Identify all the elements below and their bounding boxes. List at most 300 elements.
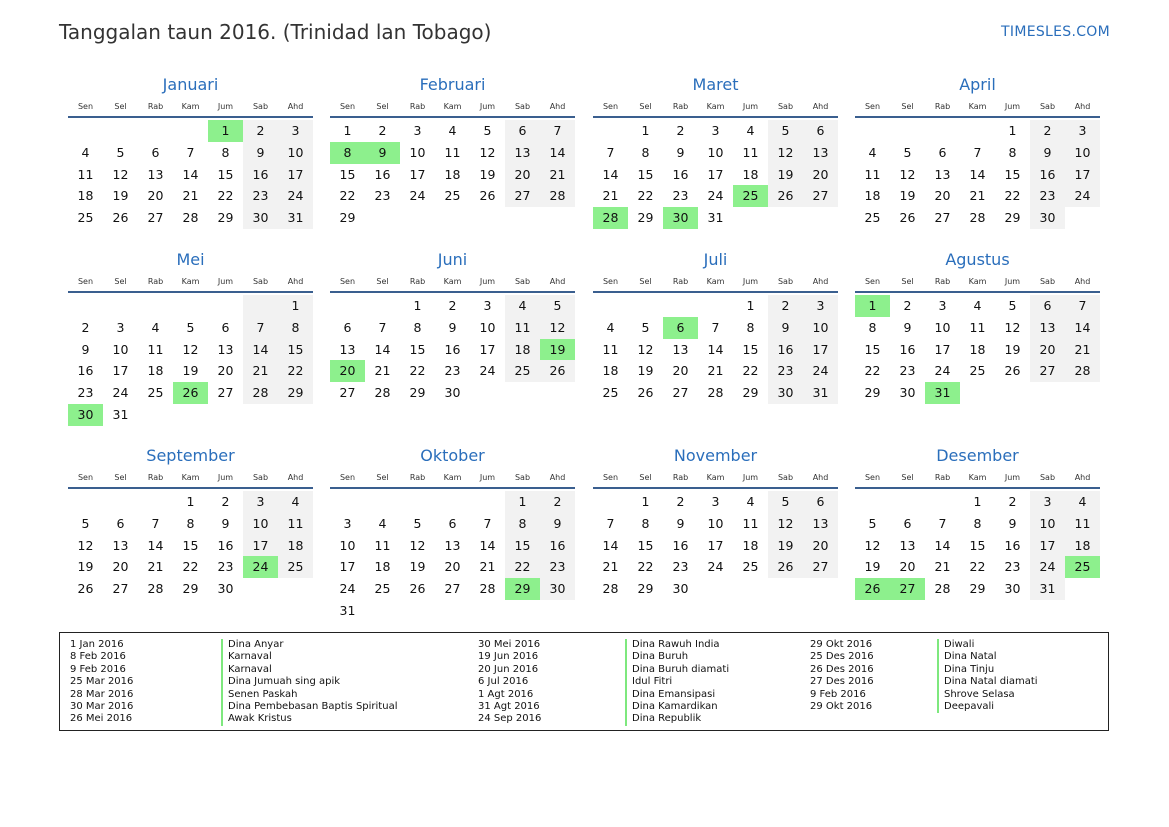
day-cell: 16 bbox=[217, 537, 234, 553]
day-cell: 17 bbox=[1030, 535, 1065, 557]
day-grid bbox=[68, 295, 313, 426]
weekday-label: Jum bbox=[1004, 102, 1021, 111]
day-cell: 24 bbox=[112, 385, 129, 401]
day-cell: 2 bbox=[903, 298, 912, 313]
day-cell: 11 bbox=[864, 166, 881, 182]
day-cell: 9 bbox=[243, 142, 278, 164]
weekday-label: Kam bbox=[443, 473, 462, 482]
empty-day bbox=[103, 491, 138, 513]
empty-day bbox=[138, 491, 173, 513]
month-name: April bbox=[959, 75, 996, 94]
day-cell: 26 bbox=[637, 385, 654, 401]
day-cell: 23 bbox=[1030, 185, 1065, 207]
day-cell: 16 bbox=[1004, 537, 1021, 553]
day-cell: 19 bbox=[1004, 341, 1021, 357]
empty-day bbox=[243, 578, 278, 600]
legend-date: 6 Jul 2016 bbox=[478, 676, 529, 688]
weekday-header bbox=[855, 100, 1100, 114]
day-cell: 19 bbox=[77, 559, 94, 575]
empty-day bbox=[138, 295, 173, 317]
empty-day bbox=[663, 295, 698, 317]
day-grid bbox=[593, 491, 838, 600]
legend-date: 19 Jun 2016 bbox=[478, 651, 539, 663]
day-cell: 7 bbox=[711, 319, 720, 335]
day-cell: 17 bbox=[112, 363, 129, 379]
day-cell: 4 bbox=[505, 295, 540, 317]
day-cell: 2 bbox=[1008, 494, 1017, 509]
day-cell: 15 bbox=[637, 537, 654, 553]
day-cell: 13 bbox=[217, 341, 234, 357]
day-cell: 9 bbox=[1030, 142, 1065, 164]
holiday-day: 28 bbox=[593, 207, 628, 229]
empty-day bbox=[435, 600, 470, 622]
weekday-label: Sen bbox=[864, 102, 881, 111]
empty-day bbox=[1030, 382, 1065, 404]
day-cell: 6 bbox=[505, 120, 540, 142]
legend-holiday-name: Shrove Selasa bbox=[937, 689, 1038, 701]
day-cell: 1 bbox=[973, 494, 982, 509]
holiday-day: 30 bbox=[68, 404, 103, 426]
day-cell: 25 bbox=[374, 581, 391, 597]
holiday-day: 26 bbox=[173, 382, 208, 404]
day-cell: 29 bbox=[339, 210, 356, 226]
legend-date: 29 Okt 2016 bbox=[810, 701, 873, 713]
day-cell: 16 bbox=[672, 537, 689, 553]
day-cell: 15 bbox=[409, 341, 426, 357]
month-name: Februari bbox=[419, 75, 486, 94]
day-cell: 23 bbox=[1004, 559, 1021, 575]
weekday-label: Sab bbox=[252, 473, 269, 482]
day-cell: 2 bbox=[378, 123, 387, 138]
weekday-label: Sen bbox=[864, 277, 881, 286]
legend-date: 1 Agt 2016 bbox=[478, 688, 534, 700]
weekday-label: Ahd bbox=[812, 102, 829, 111]
day-cell: 6 bbox=[903, 515, 912, 531]
weekday-header bbox=[593, 100, 838, 114]
day-cell: 11 bbox=[1065, 513, 1100, 535]
day-cell: 14 bbox=[243, 339, 278, 361]
day-cell: 25 bbox=[147, 385, 164, 401]
day-cell: 8 bbox=[641, 144, 650, 160]
month-name: Oktober bbox=[420, 446, 485, 465]
holiday-legend bbox=[59, 632, 1109, 731]
day-cell: 17 bbox=[1065, 164, 1100, 186]
day-cell: 17 bbox=[409, 166, 426, 182]
day-cell: 20 bbox=[803, 164, 838, 186]
weekday-header bbox=[68, 275, 313, 289]
day-cell: 29 bbox=[637, 210, 654, 226]
day-cell: 8 bbox=[186, 515, 195, 531]
day-cell: 25 bbox=[77, 210, 94, 226]
day-cell: 16 bbox=[540, 535, 575, 557]
day-cell: 7 bbox=[483, 515, 492, 531]
day-cell: 4 bbox=[81, 144, 90, 160]
day-cell: 12 bbox=[1004, 319, 1021, 335]
day-cell: 18 bbox=[1065, 535, 1100, 557]
empty-day bbox=[803, 578, 838, 600]
legend-holiday-name: Dina Jumuah sing apik bbox=[221, 676, 397, 688]
day-cell: 10 bbox=[1030, 513, 1065, 535]
day-cell: 11 bbox=[602, 341, 619, 357]
day-cell: 16 bbox=[77, 363, 94, 379]
day-cell: 3 bbox=[1030, 491, 1065, 513]
weekday-label: Rab bbox=[409, 102, 426, 111]
day-cell: 1 bbox=[343, 123, 352, 138]
day-cell: 17 bbox=[803, 339, 838, 361]
day-cell: 12 bbox=[112, 166, 129, 182]
day-cell: 20 bbox=[444, 559, 461, 575]
day-cell: 13 bbox=[147, 166, 164, 182]
day-cell: 4 bbox=[448, 123, 457, 138]
weekday-label: Jum bbox=[1004, 473, 1021, 482]
day-cell: 22 bbox=[637, 188, 654, 204]
day-cell: 14 bbox=[707, 341, 724, 357]
legend-date: 9 Feb 2016 bbox=[70, 663, 126, 675]
weekday-label: Rab bbox=[409, 277, 426, 286]
empty-day bbox=[470, 491, 505, 513]
day-cell: 22 bbox=[217, 188, 234, 204]
weekday-label: Kam bbox=[706, 277, 725, 286]
weekday-label: Jum bbox=[479, 277, 496, 286]
weekday-label: Kam bbox=[968, 473, 987, 482]
day-cell: 15 bbox=[278, 339, 313, 361]
day-cell: 24 bbox=[803, 360, 838, 382]
weekday-label: Kam bbox=[968, 102, 987, 111]
day-cell: 26 bbox=[77, 581, 94, 597]
day-cell: 11 bbox=[505, 317, 540, 339]
day-cell: 12 bbox=[540, 317, 575, 339]
day-cell: 13 bbox=[112, 537, 129, 553]
day-cell: 29 bbox=[182, 581, 199, 597]
day-cell: 23 bbox=[672, 559, 689, 575]
day-cell: 23 bbox=[899, 363, 916, 379]
day-cell: 1 bbox=[641, 494, 650, 509]
day-cell: 29 bbox=[864, 385, 881, 401]
month-november bbox=[593, 446, 838, 600]
legend-date: 1 Jan 2016 bbox=[70, 639, 124, 650]
day-cell: 10 bbox=[803, 317, 838, 339]
weekday-label: Sel bbox=[114, 102, 127, 111]
legend-holiday-name: Dina Buruh bbox=[625, 651, 729, 663]
day-cell: 24 bbox=[707, 188, 724, 204]
day-cell: 5 bbox=[768, 120, 803, 142]
day-cell: 6 bbox=[116, 515, 125, 531]
day-cell: 10 bbox=[707, 515, 724, 531]
day-grid bbox=[855, 120, 1100, 229]
day-cell: 8 bbox=[505, 513, 540, 535]
weekday-label: Rab bbox=[147, 102, 164, 111]
header-rule bbox=[330, 116, 575, 118]
empty-day bbox=[768, 578, 803, 600]
day-cell: 8 bbox=[278, 317, 313, 339]
day-cell: 11 bbox=[147, 341, 164, 357]
day-cell: 18 bbox=[444, 166, 461, 182]
day-cell: 5 bbox=[116, 144, 125, 160]
day-cell: 5 bbox=[768, 491, 803, 513]
weekday-label: Sel bbox=[639, 473, 652, 482]
empty-day bbox=[540, 600, 575, 622]
empty-day bbox=[278, 578, 313, 600]
weekday-label: Ahd bbox=[549, 277, 566, 286]
day-cell: 14 bbox=[969, 166, 986, 182]
month-juni bbox=[330, 250, 575, 404]
day-cell: 22 bbox=[637, 559, 654, 575]
day-cell: 8 bbox=[641, 515, 650, 531]
day-cell: 9 bbox=[448, 319, 457, 335]
day-cell: 12 bbox=[479, 144, 496, 160]
day-cell: 23 bbox=[540, 556, 575, 578]
page-title: Tanggalan taun 2016. (Trinidad lan Tobago) bbox=[59, 20, 492, 44]
day-cell: 7 bbox=[378, 319, 387, 335]
empty-day bbox=[330, 295, 365, 317]
day-cell: 30 bbox=[1030, 207, 1065, 229]
day-cell: 28 bbox=[1065, 360, 1100, 382]
weekday-label: Kam bbox=[443, 102, 462, 111]
month-name: November bbox=[673, 446, 758, 465]
empty-day bbox=[330, 491, 365, 513]
month-name: Desember bbox=[936, 446, 1019, 465]
brand-link[interactable]: TIMESLES.COM bbox=[1001, 24, 1110, 40]
weekday-label: Rab bbox=[934, 473, 951, 482]
day-cell: 2 bbox=[221, 494, 230, 509]
day-cell: 2 bbox=[243, 120, 278, 142]
header-rule bbox=[593, 487, 838, 489]
holiday-day: 20 bbox=[330, 360, 365, 382]
day-cell: 7 bbox=[606, 144, 615, 160]
day-cell: 11 bbox=[77, 166, 94, 182]
day-cell: 26 bbox=[479, 188, 496, 204]
weekday-header bbox=[593, 275, 838, 289]
month-januari bbox=[68, 75, 313, 229]
legend-date: 25 Des 2016 bbox=[810, 651, 874, 663]
day-cell: 27 bbox=[505, 185, 540, 207]
day-cell: 21 bbox=[969, 188, 986, 204]
day-cell: 22 bbox=[409, 363, 426, 379]
day-cell: 11 bbox=[742, 515, 759, 531]
day-cell: 13 bbox=[803, 513, 838, 535]
legend-dates-col-1 bbox=[70, 639, 133, 726]
day-cell: 14 bbox=[1065, 317, 1100, 339]
day-cell: 19 bbox=[768, 164, 803, 186]
day-cell: 19 bbox=[864, 559, 881, 575]
day-cell: 5 bbox=[483, 123, 492, 138]
legend-date: 26 Mei 2016 bbox=[70, 713, 133, 725]
day-cell: 31 bbox=[339, 602, 356, 618]
day-cell: 18 bbox=[742, 537, 759, 553]
day-cell: 8 bbox=[746, 319, 755, 335]
month-juli bbox=[593, 250, 838, 404]
day-cell: 30 bbox=[1004, 581, 1021, 597]
day-grid bbox=[330, 295, 575, 404]
weekday-label: Rab bbox=[147, 473, 164, 482]
empty-day bbox=[1065, 207, 1100, 229]
day-cell: 15 bbox=[969, 537, 986, 553]
weekday-header bbox=[330, 471, 575, 485]
day-cell: 10 bbox=[409, 144, 426, 160]
day-cell: 20 bbox=[1030, 339, 1065, 361]
day-cell: 13 bbox=[803, 142, 838, 164]
legend-date: 30 Mar 2016 bbox=[70, 701, 134, 713]
legend-date: 28 Mar 2016 bbox=[70, 688, 134, 700]
day-cell: 9 bbox=[676, 144, 685, 160]
holiday-day: 1 bbox=[855, 295, 890, 317]
month-februari bbox=[330, 75, 575, 229]
weekday-label: Sen bbox=[77, 277, 94, 286]
weekday-label: Rab bbox=[409, 473, 426, 482]
header-rule bbox=[68, 487, 313, 489]
holiday-day: 30 bbox=[663, 207, 698, 229]
weekday-header bbox=[68, 471, 313, 485]
day-cell: 25 bbox=[742, 559, 759, 575]
weekday-label: Ahd bbox=[812, 473, 829, 482]
legend-holiday-name: Dina Emansipasi bbox=[625, 689, 729, 701]
day-cell: 8 bbox=[868, 319, 877, 335]
day-cell: 2 bbox=[676, 123, 685, 138]
day-cell: 19 bbox=[409, 559, 426, 575]
day-grid bbox=[330, 120, 575, 229]
header-rule bbox=[593, 116, 838, 118]
day-cell: 12 bbox=[899, 166, 916, 182]
weekday-label: Sel bbox=[901, 102, 914, 111]
day-cell: 9 bbox=[1008, 515, 1017, 531]
day-cell: 21 bbox=[479, 559, 496, 575]
day-cell: 6 bbox=[1030, 295, 1065, 317]
day-cell: 11 bbox=[742, 144, 759, 160]
day-cell: 13 bbox=[934, 166, 951, 182]
weekday-label: Sen bbox=[602, 473, 619, 482]
day-cell: 23 bbox=[672, 188, 689, 204]
day-cell: 5 bbox=[413, 515, 422, 531]
day-cell: 10 bbox=[243, 513, 278, 535]
weekday-label: Kam bbox=[706, 473, 725, 482]
day-cell: 1 bbox=[641, 123, 650, 138]
day-cell: 3 bbox=[483, 298, 492, 313]
day-cell: 17 bbox=[479, 341, 496, 357]
day-cell: 11 bbox=[374, 537, 391, 553]
day-cell: 1 bbox=[1008, 123, 1017, 138]
day-cell: 15 bbox=[637, 166, 654, 182]
day-cell: 16 bbox=[444, 341, 461, 357]
day-cell: 12 bbox=[768, 142, 803, 164]
weekday-label: Sen bbox=[864, 473, 881, 482]
day-cell: 4 bbox=[151, 319, 160, 335]
day-cell: 14 bbox=[602, 166, 619, 182]
day-cell: 10 bbox=[479, 319, 496, 335]
empty-day bbox=[890, 491, 925, 513]
legend-holiday-name: Dina Rawuh India bbox=[625, 639, 729, 651]
day-cell: 26 bbox=[899, 210, 916, 226]
day-cell: 9 bbox=[81, 341, 90, 357]
day-cell: 25 bbox=[444, 188, 461, 204]
empty-day bbox=[925, 491, 960, 513]
day-cell: 28 bbox=[182, 210, 199, 226]
weekday-label: Rab bbox=[672, 473, 689, 482]
weekday-label: Sel bbox=[639, 102, 652, 111]
legend-holiday-name: Dina Pembebasan Baptis Spiritual bbox=[221, 701, 397, 713]
day-cell: 24 bbox=[278, 185, 313, 207]
day-cell: 26 bbox=[1004, 363, 1021, 379]
day-cell: 25 bbox=[969, 363, 986, 379]
holiday-day: 9 bbox=[365, 142, 400, 164]
day-cell: 18 bbox=[864, 188, 881, 204]
weekday-label: Sab bbox=[252, 277, 269, 286]
day-cell: 22 bbox=[505, 556, 540, 578]
day-cell: 20 bbox=[505, 164, 540, 186]
weekday-label: Sel bbox=[376, 473, 389, 482]
day-cell: 18 bbox=[374, 559, 391, 575]
weekday-label: Sel bbox=[376, 277, 389, 286]
day-cell: 6 bbox=[803, 120, 838, 142]
day-cell: 13 bbox=[899, 537, 916, 553]
legend-holiday-name: Dina Buruh diamati bbox=[625, 664, 729, 676]
legend-date: 8 Feb 2016 bbox=[70, 651, 126, 663]
day-cell: 20 bbox=[147, 188, 164, 204]
legend-date: 26 Des 2016 bbox=[810, 663, 874, 675]
day-cell: 30 bbox=[899, 385, 916, 401]
day-cell: 2 bbox=[1030, 120, 1065, 142]
day-cell: 28 bbox=[934, 581, 951, 597]
day-cell: 3 bbox=[938, 298, 947, 313]
empty-day bbox=[68, 295, 103, 317]
day-cell: 31 bbox=[278, 207, 313, 229]
day-cell: 15 bbox=[742, 341, 759, 357]
day-cell: 12 bbox=[77, 537, 94, 553]
weekday-label: Sen bbox=[77, 102, 94, 111]
day-cell: 2 bbox=[676, 494, 685, 509]
empty-day bbox=[470, 207, 505, 229]
empty-day bbox=[470, 600, 505, 622]
day-cell: 11 bbox=[444, 144, 461, 160]
day-cell: 30 bbox=[444, 385, 461, 401]
day-cell: 2 bbox=[768, 295, 803, 317]
day-cell: 27 bbox=[217, 385, 234, 401]
empty-day bbox=[995, 382, 1030, 404]
day-cell: 12 bbox=[768, 513, 803, 535]
day-cell: 28 bbox=[374, 385, 391, 401]
day-cell: 31 bbox=[112, 406, 129, 422]
day-cell: 24 bbox=[707, 559, 724, 575]
day-cell: 31 bbox=[707, 210, 724, 226]
legend-holiday-name: Dina Anyar bbox=[221, 639, 397, 651]
day-grid bbox=[330, 491, 575, 622]
month-name: Mei bbox=[176, 250, 205, 269]
day-cell: 10 bbox=[112, 341, 129, 357]
day-cell: 25 bbox=[602, 385, 619, 401]
day-cell: 29 bbox=[969, 581, 986, 597]
empty-day bbox=[365, 207, 400, 229]
day-cell: 18 bbox=[602, 363, 619, 379]
empty-day bbox=[138, 120, 173, 142]
day-cell: 7 bbox=[938, 515, 947, 531]
day-cell: 21 bbox=[243, 360, 278, 382]
month-agustus bbox=[855, 250, 1100, 404]
day-grid bbox=[68, 491, 313, 600]
month-mei bbox=[68, 250, 313, 426]
day-cell: 26 bbox=[768, 185, 803, 207]
day-cell: 3 bbox=[343, 515, 352, 531]
weekday-label: Rab bbox=[672, 102, 689, 111]
day-cell: 5 bbox=[81, 515, 90, 531]
empty-day bbox=[400, 491, 435, 513]
month-name: Agustus bbox=[945, 250, 1010, 269]
day-cell: 22 bbox=[182, 559, 199, 575]
holiday-day: 29 bbox=[505, 578, 540, 600]
day-cell: 27 bbox=[672, 385, 689, 401]
day-cell: 6 bbox=[221, 319, 230, 335]
day-cell: 20 bbox=[672, 363, 689, 379]
empty-day bbox=[593, 120, 628, 142]
day-cell: 3 bbox=[803, 295, 838, 317]
